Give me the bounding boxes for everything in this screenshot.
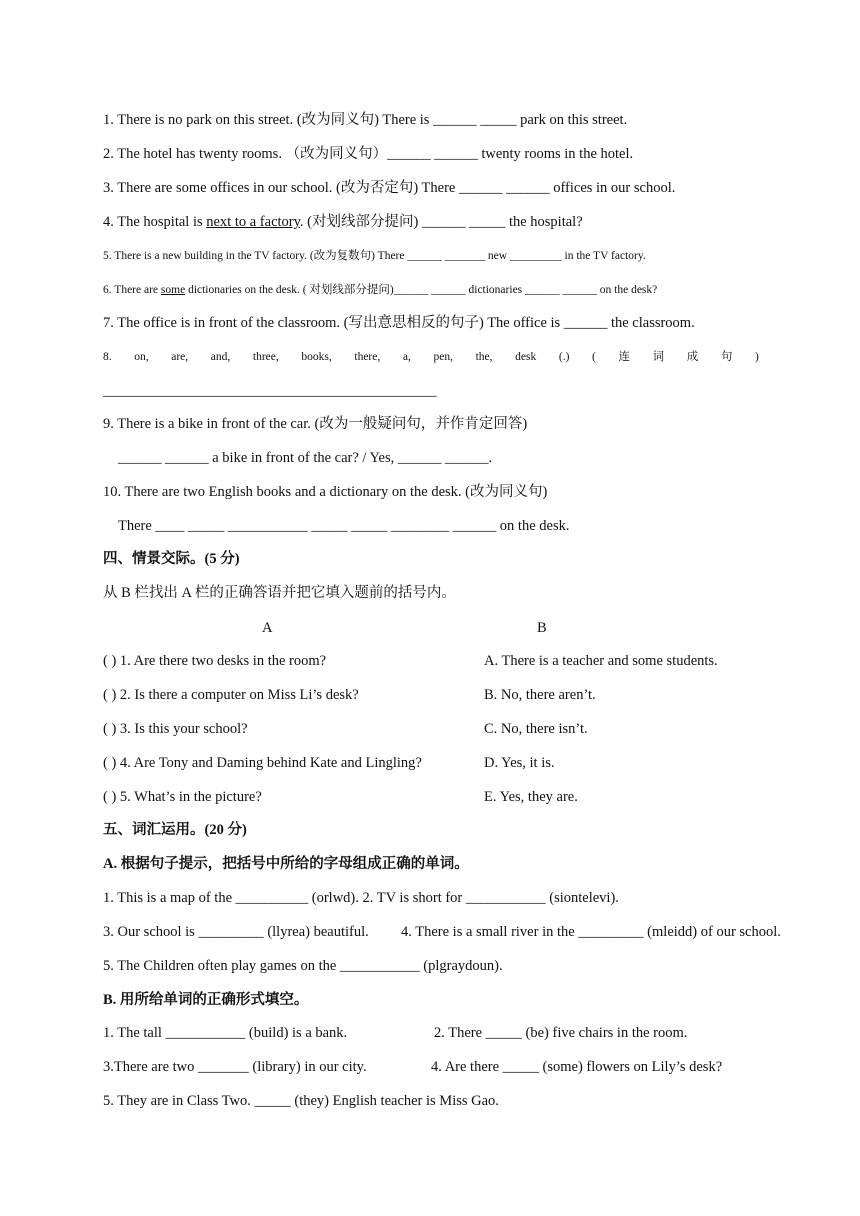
question-5: 5. There is a new building in the TV factory. (改为复数句) There ______ _______ new _________ in the TV factory. [103,250,646,262]
q8-word: 8. [103,351,112,363]
part-b-item-1: 1. The tall ___________ (build) is a bank. [103,1025,348,1041]
section-4-instruction: 从 B 栏找出 A 栏的正确答语并把它填入题前的括号内。 [103,585,456,601]
section-5-heading: 五、词汇运用。(20 分) [103,822,247,838]
part-b-item-3: 3.There are two _______ (library) in our city. [103,1059,367,1075]
match-question: ( ) 3. Is this your school? [103,721,248,737]
q8-word: there, [354,351,381,363]
match-question: ( ) 5. What’s in the picture? [103,789,262,805]
q8-word: 连 [618,351,630,363]
question-6-underlined: some [160,284,186,296]
question-6-suffix: dictionaries on the desk. ( 对划线部分提问)______ ______ dictionaries ______ ______ on the desk? [185,284,658,296]
q8-word: 句 [720,351,733,363]
question-4-prefix: 4. The hospital is [103,214,207,230]
q8-word: desk [515,351,537,363]
match-question: ( ) 4. Are Tony and Daming behind Kate and Lingling? [103,755,422,771]
part-a-item-3: 3. Our school is _________ (llyrea) beautiful. [103,924,369,940]
q8-word: are, [171,351,189,363]
question-1: 1. There is no park on this street. (改为同义句) There is ______ _____ park on this street. [103,112,628,128]
part-a-items-1-2: 1. This is a map of the __________ (orlwd). 2. TV is short for ___________ (siontelevi). [103,890,619,906]
match-question: ( ) 1. Are there two desks in the room? [103,653,327,669]
match-answer: D. Yes, it is. [484,755,555,771]
question-6-prefix: 6. There are [103,284,161,296]
part-b-item-5: 5. They are in Class Two. _____ (they) English teacher is Miss Gao. [103,1093,499,1109]
question-4-underlined: next to a factory [206,214,300,230]
q8-word: on, [134,351,149,363]
question-3: 3. There are some offices in our school. (改为否定句) There ______ ______ offices in our school. [103,180,676,196]
question-7: 7. The office is in front of the classroom. (写出意思相反的句子) The office is ______ the classroom. [103,315,695,331]
q8-word: ) [755,351,759,363]
q8-word: (.) [558,351,570,363]
question-9: 9. There is a bike in front of the car. (改为一般疑问句，并作肯定回答) [103,416,528,432]
match-answer: A. There is a teacher and some students. [484,653,718,669]
match-answer: E. Yes, they are. [484,789,578,805]
q8-word: and, [210,351,231,363]
part-b-item-4: 4. Are there _____ (some) flowers on Lily’s desk? [431,1059,723,1075]
part-a-heading: A. 根据句子提示，把括号中所给的字母组成正确的单词。 [103,856,469,872]
q8-word: pen, [433,351,453,363]
column-a-header: A [262,620,273,636]
part-b-heading: B. 用所给单词的正确形式填空。 [103,992,309,1008]
question-4 [103,213,583,231]
question-6 [103,281,657,299]
match-answer: C. No, there isn’t. [484,721,588,737]
question-2: 2. The hotel has twenty rooms. （改为同义句）______ ______ twenty rooms in the hotel. [103,146,634,162]
question-9-answer: ______ ______ a bike in front of the car? / Yes, ______ ______. [118,450,493,466]
question-10-answer: There ____ _____ ___________ _____ _____ ________ ______ on the desk. [118,518,570,534]
question-8-words [103,348,759,366]
q8-word: books, [301,351,332,363]
q8-word: a, [402,351,411,363]
q8-word: 词 [652,351,665,363]
part-b-item-2: 2. There _____ (be) five chairs in the room. [434,1025,688,1041]
question-8-answer-line: ______________________________________________ [103,383,437,399]
question-4-suffix: . (对划线部分提问) ______ _____ the hospital? [299,214,583,230]
part-a-item-5: 5. The Children often play games on the ___________ (plgraydoun). [103,958,503,974]
section-4-heading: 四、情景交际。(5 分) [103,551,240,567]
column-b-header: B [537,620,547,636]
q8-word: 成 [686,351,699,363]
q8-word: ( [592,351,596,363]
q8-word: three, [252,351,279,363]
match-answer: B. No, there aren’t. [484,687,596,703]
question-10: 10. There are two English books and a dictionary on the desk. (改为同义句) [103,484,548,500]
part-a-item-4: 4. There is a small river in the _________ (mleidd) of our school. [401,924,781,940]
q8-word: the, [475,351,493,363]
match-question: ( ) 2. Is there a computer on Miss Li’s desk? [103,687,359,703]
